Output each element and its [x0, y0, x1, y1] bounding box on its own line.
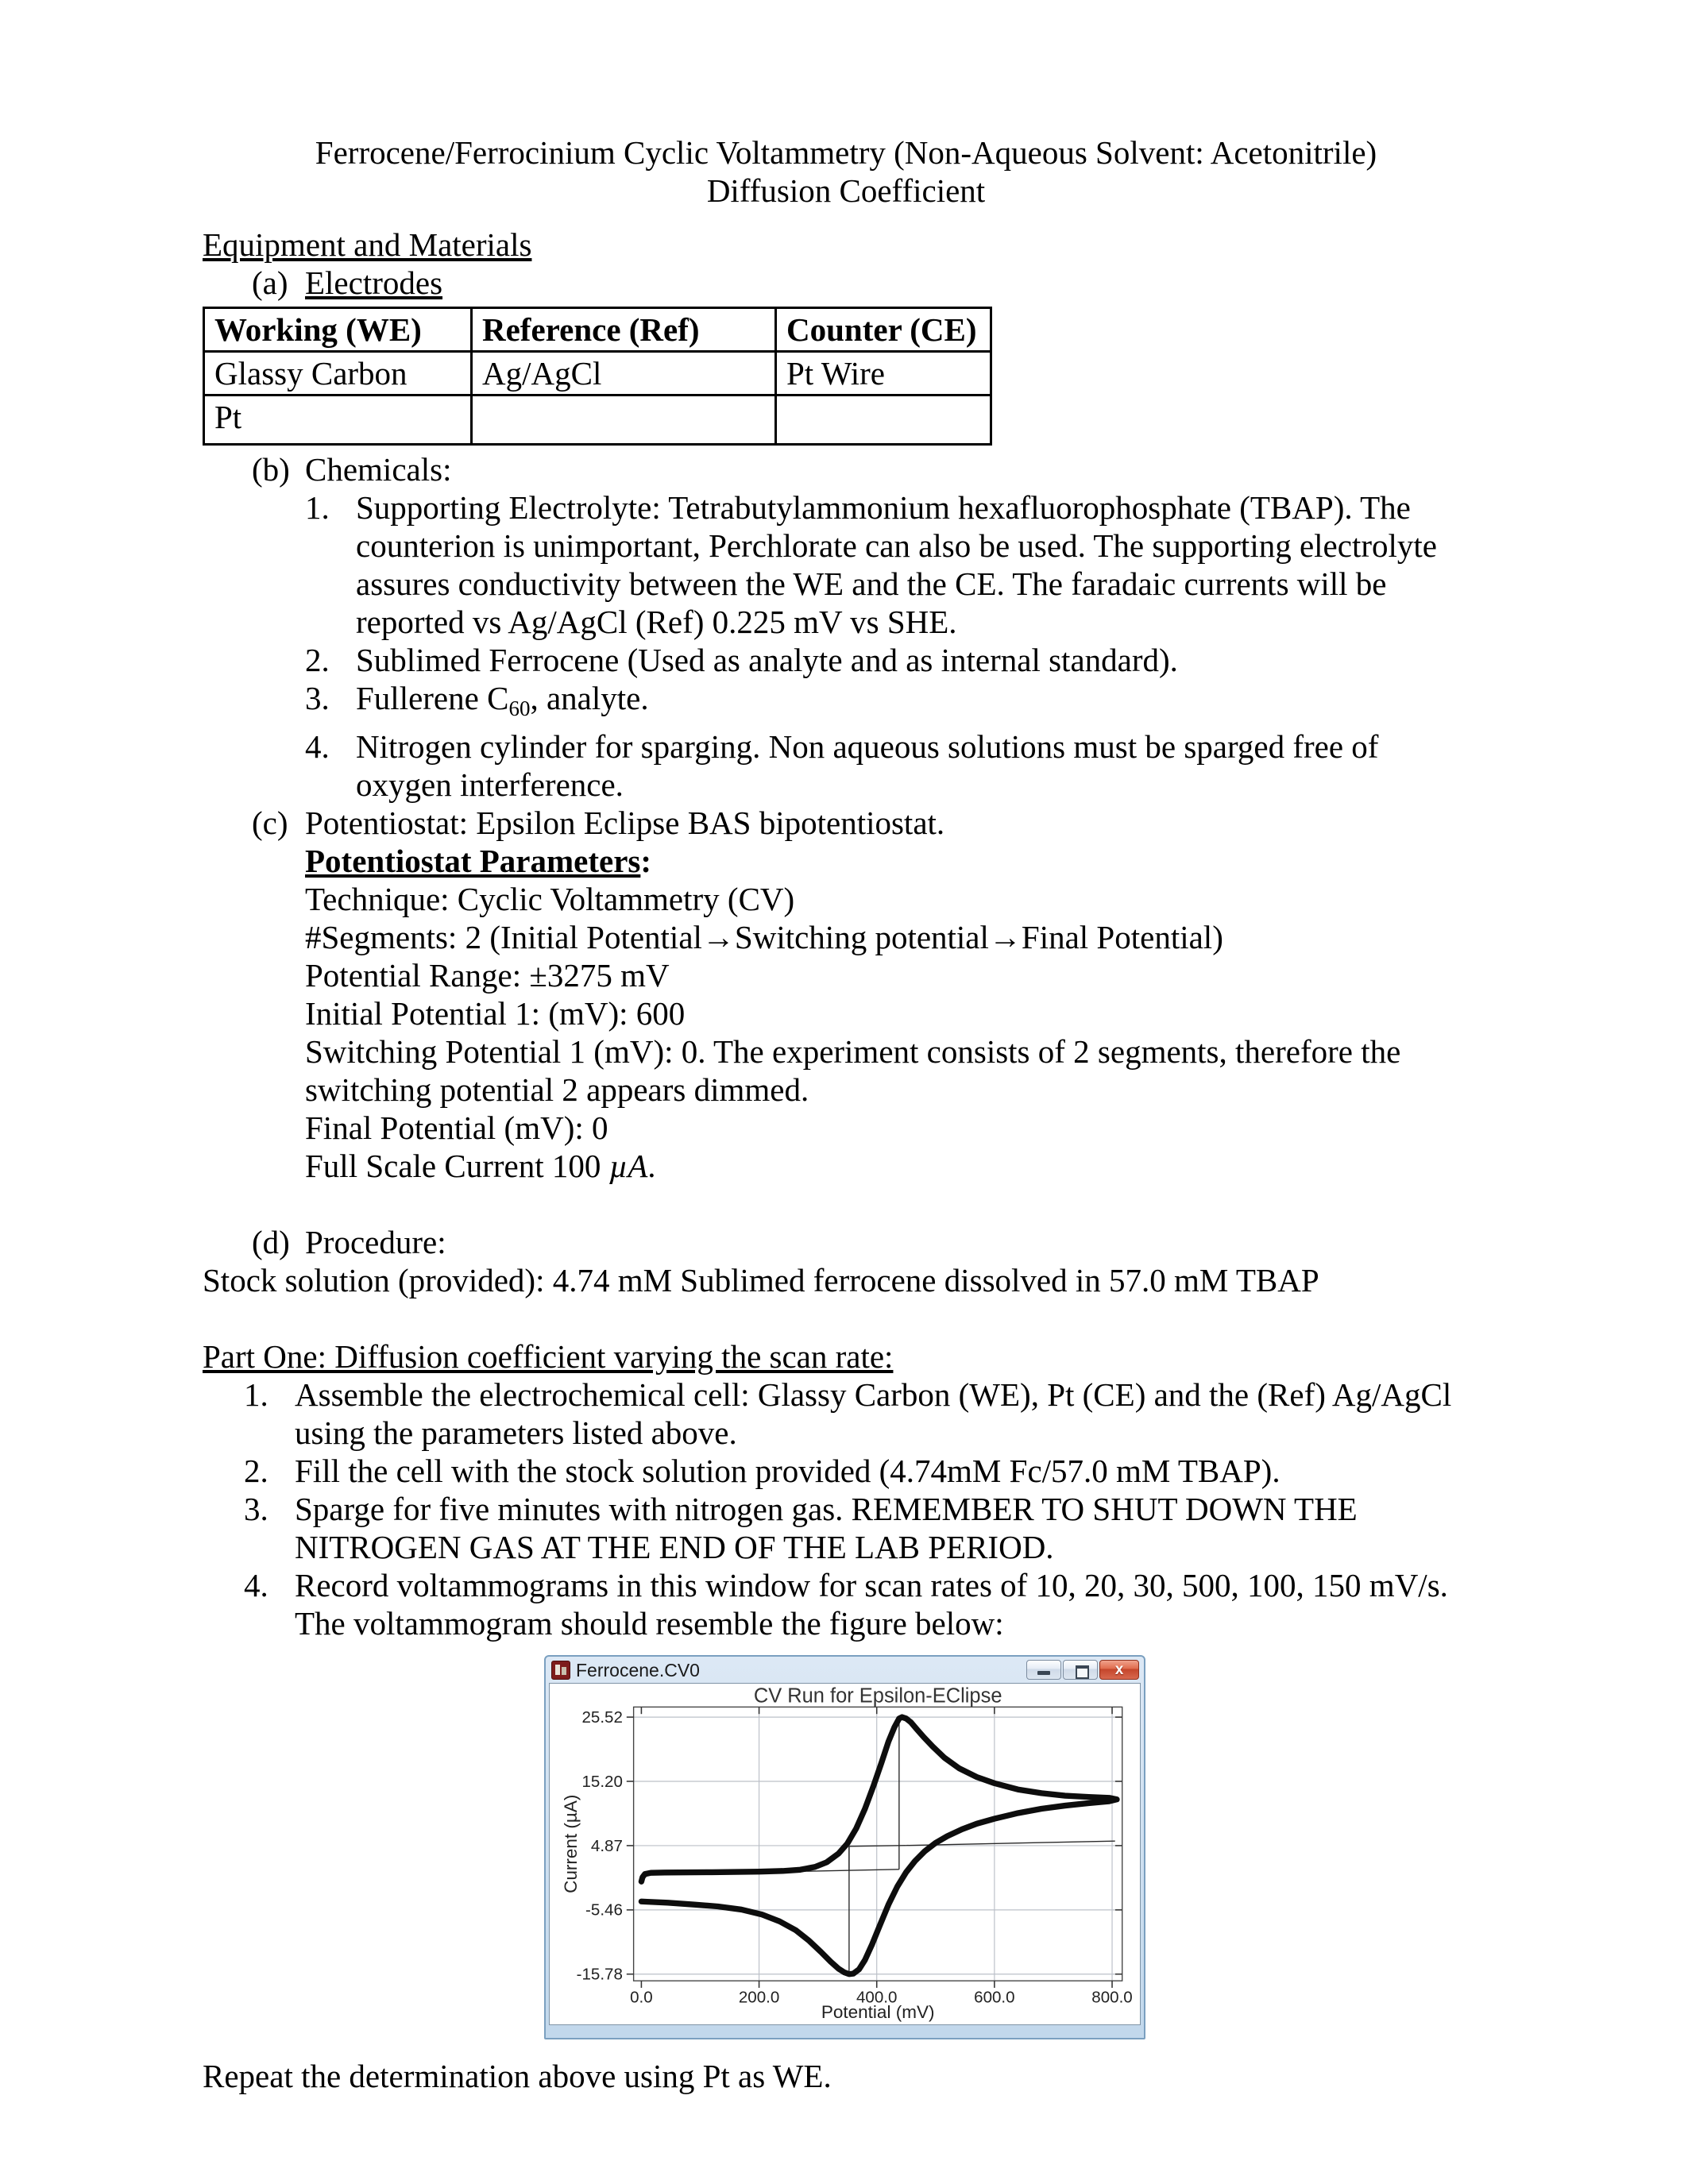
y-tick-label: -5.46	[585, 1900, 623, 1920]
y-tick-label: 15.20	[581, 1772, 623, 1791]
step1-line2: using the parameters listed above.	[295, 1414, 737, 1451]
param-fullscale: Full Scale Current 100 µA.	[305, 1148, 656, 1184]
table-row	[204, 352, 991, 396]
item-b-marker: (b)	[252, 451, 290, 488]
y-tick-label: 4.87	[590, 1836, 623, 1855]
electrodes-table	[203, 307, 992, 446]
cell-counter-1: Pt Wire	[776, 352, 991, 396]
doc-title-line1: Ferrocene/Ferrocinium Cyclic Voltammetry (Non-Aqueous Solvent: Acetonitrile)	[315, 134, 1377, 171]
window-title: Ferrocene.CV0	[576, 1659, 700, 1680]
step3-line1: Sparge for five minutes with nitrogen gas. REMEMBER TO SHUT DOWN THE	[295, 1491, 1358, 1527]
x-tick-label: 800.0	[1091, 1988, 1133, 2007]
item-c-marker: (c)	[252, 805, 288, 841]
closing-line: Repeat the determination above using Pt as WE.	[203, 2058, 832, 2094]
item-c-text: Potentiostat: Epsilon Eclipse BAS bipotentiostat.	[305, 805, 945, 841]
step-2	[203, 1452, 1533, 1490]
close-icon: x	[1114, 1661, 1124, 1678]
cell-reference-2	[472, 396, 776, 445]
param-technique: Technique: Cyclic Voltammetry (CV)	[305, 881, 795, 917]
list-number: 4.	[244, 1567, 268, 1603]
table-header-counter: Counter (CE)	[776, 308, 991, 352]
table-header-row	[204, 308, 991, 352]
step1-line1: Assemble the electrochemical cell: Glassy Carbon (WE), Pt (CE) and the (Ref) Ag/AgCl	[295, 1376, 1452, 1413]
chart-title: CV Run for Epsilon-EClipse	[753, 1684, 1002, 1707]
item-d-label: Procedure:	[305, 1224, 446, 1260]
list-number: 3.	[305, 680, 330, 716]
item-a-marker: (a)	[252, 264, 288, 301]
cell-reference-1: Ag/AgCl	[472, 352, 776, 396]
item-a-label: Electrodes	[305, 264, 443, 301]
list-number: 1.	[244, 1376, 268, 1413]
item-b-chemicals	[203, 450, 1533, 488]
step3-line2: NITROGEN GAS AT THE END OF THE LAB PERIOD.	[295, 1529, 1054, 1565]
stock-solution-line: Stock solution (provided): 4.74 mM Sublimed ferrocene dissolved in 57.0 mM TBAP	[203, 1262, 1319, 1298]
cell-working-2: Pt	[204, 396, 472, 445]
chemical-item-2	[203, 641, 1533, 679]
param-final: Final Potential (mV): 0	[305, 1109, 608, 1146]
chem4-line2: oxygen interference.	[356, 766, 624, 803]
app-icon	[551, 1661, 570, 1680]
cell-working-1: Glassy Carbon	[204, 352, 472, 396]
chemical-item-4	[203, 727, 1533, 804]
x-tick-label: 600.0	[974, 1988, 1015, 2007]
doc-title-line2: Diffusion Coefficient	[706, 172, 986, 209]
params-heading: Potentiostat Parameters:	[305, 843, 652, 879]
list-number: 3.	[244, 1491, 268, 1527]
close-button[interactable]	[1099, 1660, 1139, 1680]
item-d-marker: (d)	[252, 1224, 290, 1260]
minimize-button[interactable]	[1026, 1660, 1061, 1680]
param-segments: #Segments: 2 (Initial Potential→Switching potential→Final Potential)	[305, 919, 1223, 955]
param-range: Potential Range: ±3275 mV	[305, 957, 670, 994]
table-header-working: Working (WE)	[204, 308, 472, 352]
x-axis-label: Potential (mV)	[821, 2002, 935, 2023]
step-1	[203, 1376, 1533, 1452]
param-initial: Initial Potential 1: (mV): 600	[305, 995, 686, 1032]
plot-frame	[634, 1707, 1122, 1981]
param-switching-line2: switching potential 2 appears dimmed.	[305, 1071, 809, 1108]
item-b-label: Chemicals:	[305, 451, 452, 488]
step4-line2: The voltammogram should resemble the figure below:	[295, 1605, 1004, 1642]
item-a-electrodes	[203, 264, 1533, 302]
maximize-icon	[1076, 1665, 1089, 1679]
y-tick-label: 25.52	[581, 1707, 623, 1727]
step4-line1: Record voltammograms in this window for scan rates of 10, 20, 30, 500, 100, 150 mV/s.	[295, 1567, 1448, 1603]
chemical-item-3	[203, 679, 1533, 727]
step-4	[203, 1566, 1533, 1642]
chem2-text: Sublimed Ferrocene (Used as analyte and as internal standard).	[356, 642, 1178, 678]
chem1-line4: reported vs Ag/AgCl (Ref) 0.225 mV vs SHE.	[356, 604, 957, 640]
x-tick-label: 0.0	[630, 1988, 653, 2007]
x-tick-label: 400.0	[856, 1988, 898, 2007]
maximize-button[interactable]	[1063, 1660, 1098, 1680]
equipment-heading: Equipment and Materials	[203, 226, 532, 263]
y-tick-label: -15.78	[576, 1965, 623, 1984]
list-number: 4.	[305, 728, 330, 765]
part-one-heading: Part One: Diffusion coefficient varying the scan rate:	[203, 1338, 894, 1375]
table-header-reference: Reference (Ref)	[472, 308, 776, 352]
chem1-line3: assures conductivity between the WE and the CE. The faradaic currents will be	[356, 565, 1387, 602]
y-axis-label: Current (µA)	[561, 1794, 581, 1893]
x-tick-label: 200.0	[738, 1988, 780, 2007]
param-switching-line1: Switching Potential 1 (mV): 0. The experiment consists of 2 segments, therefore the	[305, 1033, 1401, 1070]
chart-area	[549, 1683, 1141, 2025]
step-3	[203, 1490, 1533, 1566]
item-d-procedure	[203, 1223, 1533, 1261]
list-number: 2.	[305, 642, 330, 678]
axis-tick-labels	[577, 1708, 1133, 2007]
list-number: 2.	[244, 1453, 268, 1489]
cv-app-window	[544, 1655, 1145, 2039]
gridlines	[634, 1707, 1122, 1981]
cv-voltammogram-plot	[550, 1684, 1143, 2024]
chem1-line1: Supporting Electrolyte: Tetrabutylammonium hexafluorophosphate (TBAP). The	[356, 489, 1411, 526]
chemical-item-1	[203, 488, 1533, 641]
item-c-potentiostat	[203, 804, 1533, 842]
step2-text: Fill the cell with the stock solution provided (4.74mM Fc/57.0 mM TBAP).	[295, 1453, 1280, 1489]
chem1-line2: counterion is unimportant, Perchlorate can also be used. The supporting electrolyte	[356, 527, 1437, 564]
chem3-text: Fullerene $C_{60}$, analyte.	[356, 680, 649, 720]
cell-counter-2	[776, 396, 991, 445]
chem4-line1: Nitrogen cylinder for sparging. Non aqueous solutions must be sparged free of	[356, 728, 1379, 765]
table-row	[204, 396, 991, 445]
window-titlebar[interactable]	[549, 1657, 1141, 1683]
subscript-60: 60	[508, 696, 531, 720]
minimize-icon	[1037, 1671, 1050, 1675]
list-number: 1.	[305, 489, 330, 526]
